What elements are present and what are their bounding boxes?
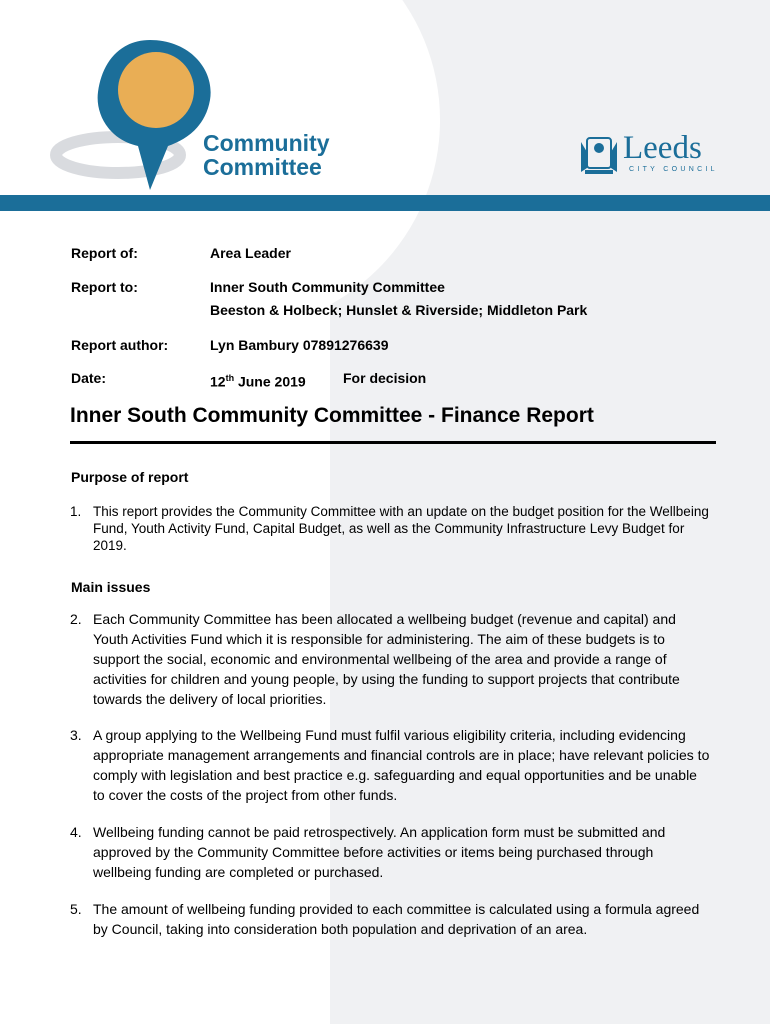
report-to-wards: Beeston & Holbeck; Hunslet & Riverside; Middleton Park xyxy=(210,302,588,318)
date-label: Date: xyxy=(71,370,107,386)
item-number: 5. xyxy=(70,901,82,917)
report-author-label: Report author: xyxy=(71,337,169,353)
leeds-wordmark: Leeds xyxy=(623,130,702,166)
item-text: Each Community Committee has been allocated a wellbeing budget (revenue and capital) and Youth Activities Fund which it is responsible for administering. The aim of these budgets is to support the social, economic and environmental wellbeing of the area and provide a range of activities for children and young people, by using the funding to support projects that contribute towards the delivery of local priorities. xyxy=(93,611,680,707)
purpose-heading: Purpose of report xyxy=(71,469,189,485)
report-of-label: Report of: xyxy=(71,245,138,261)
item-number: 3. xyxy=(70,727,82,743)
report-to-label: Report to: xyxy=(71,279,138,295)
item-text: A group applying to the Wellbeing Fund must fulfil various eligibility criteria, including evidencing appropriate management arrangements and financial controls are in place; have relevant policies to comply with legislation and best practice e.g. safeguarding and equal opportunities and be unable to cover the costs of the project from other funds. xyxy=(93,727,710,803)
decision-status: For decision xyxy=(343,370,427,386)
main-issues-heading: Main issues xyxy=(71,579,151,595)
date-month-year: June 2019 xyxy=(234,373,306,390)
date-suffix: th xyxy=(225,373,235,383)
city-council-subtitle: CITY COUNCIL xyxy=(629,166,718,173)
logo-line-1: Community xyxy=(203,130,330,156)
logo-line-2: Committee xyxy=(203,154,322,180)
page-title: Inner South Community Committee - Finance Report xyxy=(70,404,594,427)
title-rule xyxy=(70,441,716,444)
item-number: 1. xyxy=(70,504,82,519)
item-text: This report provides the Community Committee with an update on the budget position for the Wellbeing Fund, Youth Activity Fund, Capital Budget, as well as the Community Infrastructure Levy Budget for 2019. xyxy=(93,504,709,553)
item-number: 4. xyxy=(70,824,82,840)
report-of-value: Area Leader xyxy=(210,245,291,261)
item-number: 2. xyxy=(70,611,82,627)
report-to-value: Inner South Community Committee xyxy=(210,279,445,295)
date-day: 12 xyxy=(210,373,226,390)
date-value xyxy=(210,369,306,391)
item-text: Wellbeing funding cannot be paid retrospectively. An application form must be submitted and approved by the Community Committee before activities or items being purchased through wellbeing funding are completed or purchased. xyxy=(93,824,666,880)
item-text: The amount of wellbeing funding provided to each committee is calculated using a formula agreed by Council, taking into consideration both population and deprivation of an area. xyxy=(93,901,700,937)
report-author-value: Lyn Bambury 07891276639 xyxy=(210,337,389,353)
